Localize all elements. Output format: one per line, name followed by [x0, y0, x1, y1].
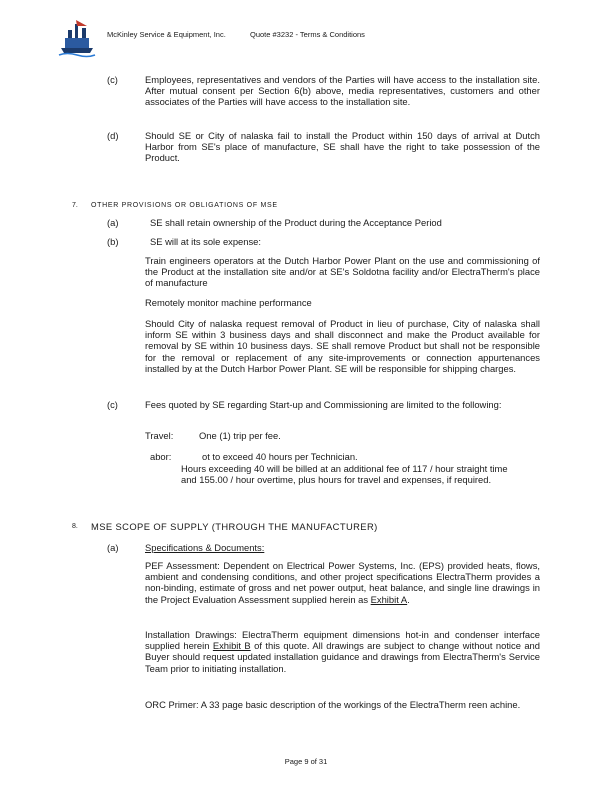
exhibit-a-link[interactable]: Exhibit A	[370, 593, 408, 605]
s7-a-label: (a)	[107, 217, 119, 228]
s7-b-paragraph-2: Remotely monitor machine performance	[145, 297, 312, 308]
orc-primer-paragraph: ORC Primer: A 33 page basic description of the workings of the ElectraTherm reen achine.	[145, 699, 521, 710]
s8-a-heading: Specifications & Documents:	[145, 542, 265, 553]
item-c-label: (c)	[107, 74, 118, 85]
section-8-number: 8.	[72, 523, 78, 530]
item-d-label: (d)	[107, 130, 119, 141]
s7-c-label: (c)	[107, 399, 118, 410]
labor-label: abor:	[150, 451, 172, 462]
header-company: McKinley Service & Equipment, Inc.	[107, 30, 226, 39]
section-7-number: 7.	[72, 202, 78, 209]
page-number: Page 9 of 31	[284, 757, 328, 766]
s8-a-label: (a)	[107, 542, 119, 553]
travel-label: Travel:	[145, 430, 174, 441]
section-8-title: MSE SCOPE OF SUPPLY (THROUGH THE MANUFACTURER)	[91, 521, 378, 532]
item-d-text: Should SE or City of nalaska fail to install the Product within 150 days of arrival at Dutch Harbor from SE's place of manufacture, SE shall have the right to take possession of the Product.	[145, 130, 540, 164]
travel-value: One (1) trip per fee.	[199, 430, 281, 441]
s7-b-paragraph-1: Train engineers operators at the Dutch Harbor Power Plant on the use and commissioning of the Product at the installation site and/or at SE's Soldotna facility and/or ElectraTherm's place of manufacture	[145, 255, 540, 289]
s7-b-text: SE will at its sole expense:	[150, 236, 261, 247]
installation-text-end: of this quote. All drawings are subject to change without notice and Buyer should request updated installation guidance and drawings from ElectraTherm's Service Team prior to initiating installation.	[145, 640, 540, 674]
installation-drawings-paragraph	[145, 629, 540, 674]
s7-b-paragraph-3: Should City of nalaska request removal of Product in lieu of purchase, City of nalaska shall inform SE within 3 business days and shall disconnect and make the Product available for removal by SE within 10 business days. SE shall remove Product but shall not be responsible for the removal or replacement of any site-improvements or connection appurtenances installed by at the Dutch Harbor Power Plant. SE will be responsible for shipping charges.	[145, 318, 540, 374]
item-c-text: Employees, representatives and vendors of the Parties will have access to the installation site. After mutual consent per Section 6(b) above, media representatives, customers and other associates of the Parties will have access to the installation site.	[145, 74, 540, 108]
installation-text: Installation Drawings: ElectraTherm equipment dimensions hot-in and condenser interface supplied herein	[145, 629, 540, 652]
pef-assessment-paragraph	[145, 560, 540, 605]
s7-a-text: SE shall retain ownership of the Product during the Acceptance Period	[150, 217, 442, 228]
section-7-title: OTHER PROVISIONS OR OBLIGATIONS OF MSE	[91, 202, 278, 209]
labor-detail: Hours exceeding 40 will be billed at an additional fee of 117 / hour straight time and 155.00 / hour overtime, plus hours for travel and expenses, if required.	[181, 463, 508, 486]
s7-c-text: Fees quoted by SE regarding Start-up and Commissioning are limited to the following:	[145, 399, 502, 410]
company-logo-icon	[57, 18, 97, 58]
page-header	[57, 18, 557, 58]
labor-value: ot to exceed 40 hours per Technician.	[202, 451, 358, 462]
pef-text-end: .	[407, 593, 410, 605]
exhibit-b-link[interactable]: Exhibit B	[212, 640, 251, 652]
pef-text: PEF Assessment: Dependent on Electrical Power Systems, Inc. (EPS) provided heats, flows, ambient and condensing conditions, and other project specifications ElectraTherm provides a non-binding, estimate of gross and net power output, heat balance, and single line drawings in the Project Evaluation Assessment supplied herein as	[145, 560, 540, 605]
header-quote: Quote #3232 - Terms & Conditions	[250, 30, 365, 39]
s7-b-label: (b)	[107, 236, 119, 247]
